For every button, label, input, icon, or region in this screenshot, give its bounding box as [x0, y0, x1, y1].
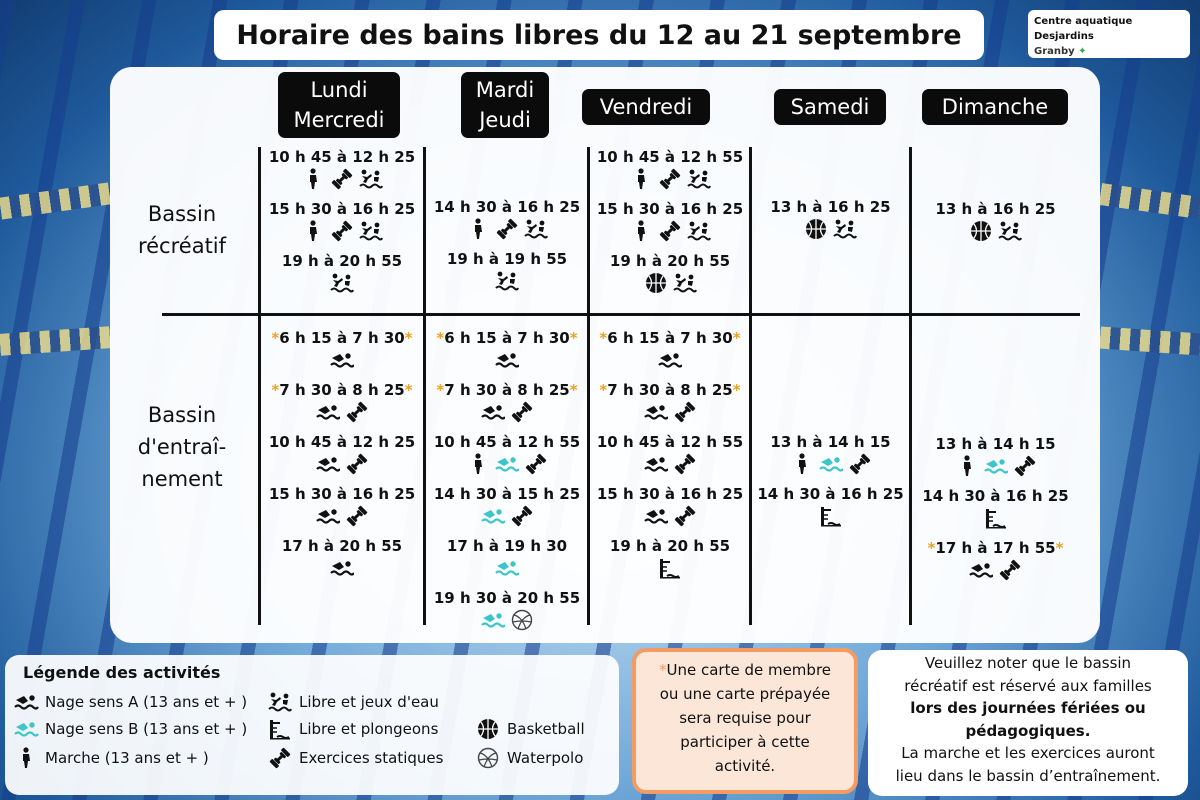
- swim-a-icon: [330, 349, 354, 371]
- info-bold-line: pédagogiques.: [965, 721, 1091, 740]
- activity-icons: [316, 503, 369, 528]
- activity-icons: [316, 399, 369, 424]
- activity-icons: [790, 451, 872, 476]
- dumbbell-icon: [267, 747, 293, 769]
- legend-box: [5, 655, 619, 795]
- lane-rope-left-2: [0, 326, 111, 356]
- time-slot: [447, 537, 567, 580]
- dumbbell-icon: [330, 168, 354, 190]
- time-slot: [935, 200, 1055, 243]
- dumbbell-icon: [510, 401, 534, 423]
- membership-star: *: [436, 381, 445, 399]
- activity-icons: [330, 270, 354, 295]
- time-slot: [597, 200, 743, 243]
- swim-b-icon: [819, 453, 843, 475]
- lane-rope-right: [1099, 183, 1200, 219]
- row-label-line: Bassin: [147, 403, 217, 427]
- cell-recreatif-lundi-mercredi: [262, 148, 422, 304]
- dumbbell-icon: [673, 505, 697, 527]
- time-slot: [282, 252, 402, 295]
- time-text: 6 h 15 à 7 h 30: [607, 329, 733, 347]
- row-label-line: récréatif: [137, 234, 227, 258]
- day-header-line: Mercredi: [293, 108, 385, 132]
- time-slot-time: 13 h à 16 h 25: [770, 198, 891, 216]
- time-slot: [610, 537, 730, 580]
- day-header-samedi: [774, 89, 886, 125]
- dumbbell-icon: [848, 453, 872, 475]
- waterpolo-icon: [475, 747, 501, 769]
- activity-icons: [495, 347, 519, 372]
- dumbbell-icon: [510, 505, 534, 527]
- activity-icons: [466, 216, 548, 241]
- activity-icons: [644, 399, 697, 424]
- activity-icons: [316, 451, 369, 476]
- dumbbell-icon: [673, 453, 697, 475]
- info-line: lieu dans le bassin d’entraînement.: [895, 766, 1161, 785]
- legend-item: [13, 747, 209, 769]
- dumbbell-icon: [345, 401, 369, 423]
- time-text: 6 h 15 à 7 h 30: [444, 329, 570, 347]
- legend-label: Exercices statiques: [299, 749, 444, 767]
- splash-icon: [495, 270, 519, 292]
- legend-label: Basketball: [507, 720, 585, 738]
- activity-icons: [330, 555, 354, 580]
- lane-rope-right-2: [1099, 327, 1200, 356]
- cell-recreatif-mardi-jeudi: [427, 198, 587, 302]
- walk-icon: [466, 453, 490, 475]
- time-slot-time: 14 h 30 à 16 h 25: [433, 198, 581, 216]
- time-slot: [434, 589, 580, 632]
- activity-icons: [804, 216, 857, 241]
- dumbbell-icon: [658, 168, 682, 190]
- time-slot: [597, 485, 743, 528]
- day-header-mardi-jeudi: [461, 72, 549, 138]
- membership-star: *: [599, 329, 608, 347]
- basketball-icon: [475, 718, 501, 740]
- time-slot-time: 17 h à 20 h 55: [281, 537, 403, 555]
- time-slot: [434, 485, 580, 528]
- swim-a-icon: [658, 349, 682, 371]
- activity-icons: [330, 347, 354, 372]
- page-title: Horaire des bains libres du 12 au 21 septembre: [214, 10, 984, 60]
- dumbbell-icon: [658, 220, 682, 242]
- time-slot-time: 19 h à 20 h 55: [609, 537, 731, 555]
- time-slot-time: 15 h 30 à 16 h 25: [596, 485, 744, 503]
- row-label-entrainement: [120, 399, 244, 495]
- dive-icon: [984, 507, 1008, 529]
- legend-item: [267, 718, 438, 740]
- membership-star: *: [436, 329, 445, 347]
- membership-star: *: [404, 329, 413, 347]
- dive-icon: [658, 557, 682, 579]
- note-star: *: [658, 661, 667, 679]
- time-slot: [770, 433, 890, 476]
- grid-divider: [258, 147, 261, 625]
- time-slot-time: 13 h à 16 h 25: [935, 200, 1056, 218]
- legend-label: Nage sens A (13 ans et + ): [45, 693, 248, 711]
- time-slot: [770, 198, 890, 241]
- time-slot: [271, 329, 412, 372]
- time-slot-time: 10 h 45 à 12 h 25: [268, 433, 416, 451]
- swim-a-icon: [644, 401, 668, 423]
- cell-entrainement-dimanche: [913, 435, 1078, 591]
- legend-item: [267, 691, 439, 713]
- swim-b-icon: [481, 505, 505, 527]
- time-slot: [436, 381, 577, 424]
- walk-icon: [301, 220, 325, 242]
- walk-icon: [629, 168, 653, 190]
- time-slot-time: 14 h 30 à 16 h 25: [757, 485, 904, 503]
- activity-icons: [481, 503, 534, 528]
- time-text: 17 h à 17 h 55: [935, 539, 1056, 557]
- time-text: 7 h 30 à 8 h 25: [444, 381, 570, 399]
- splash-icon: [673, 272, 697, 294]
- activity-icons: [984, 505, 1008, 530]
- membership-star: *: [599, 381, 608, 399]
- time-slot-time: [436, 329, 577, 347]
- time-slot-time: 19 h à 20 h 55: [281, 252, 403, 270]
- basketball-icon: [804, 218, 828, 240]
- time-text: 6 h 15 à 7 h 30: [279, 329, 405, 347]
- activity-icons: [955, 453, 1037, 478]
- row-label-line: Bassin: [147, 202, 217, 226]
- dumbbell-icon: [524, 453, 548, 475]
- activity-icons: [466, 451, 548, 476]
- activity-icons: [644, 503, 697, 528]
- activity-icons: [658, 347, 682, 372]
- time-slot: [269, 200, 415, 243]
- legend-item: [13, 718, 247, 740]
- swim-b-icon: [495, 453, 519, 475]
- logo-city: Granby: [1034, 46, 1075, 57]
- day-header-line: Mardi: [475, 78, 535, 102]
- activity-icons: [481, 607, 534, 632]
- note-line: sera requise pour: [679, 709, 811, 727]
- day-header-lundi-mercredi: [278, 72, 400, 138]
- dumbbell-icon: [330, 220, 354, 242]
- info-line: La marche et les exercices auront: [901, 744, 1155, 762]
- activity-icons: [969, 557, 1022, 582]
- time-slot-time: [271, 381, 412, 399]
- splash-icon: [359, 220, 383, 242]
- time-slot-time: 19 h à 19 h 55: [446, 250, 568, 268]
- legend-item: [13, 691, 247, 713]
- day-header-line: Lundi: [310, 78, 368, 102]
- time-slot-time: 14 h 30 à 15 h 25: [433, 485, 581, 503]
- time-slot: [269, 148, 415, 191]
- swim-a-icon: [495, 349, 519, 371]
- day-header-line: Vendredi: [599, 95, 693, 119]
- membership-star: *: [927, 539, 936, 557]
- grid-divider: [587, 147, 590, 625]
- swim-a-icon: [316, 401, 340, 423]
- time-slot-time: 15 h 30 à 16 h 25: [268, 485, 416, 503]
- logo: [1028, 10, 1190, 58]
- cell-entrainement-lundi-mercredi: [262, 329, 422, 589]
- time-slot-time: 19 h à 20 h 55: [609, 252, 731, 270]
- time-slot: [434, 433, 580, 476]
- swim-a-icon: [316, 505, 340, 527]
- activity-icons: [629, 166, 711, 191]
- activity-icons: [495, 555, 519, 580]
- time-slot: [597, 433, 743, 476]
- time-slot: [928, 539, 1064, 582]
- walk-icon: [466, 218, 490, 240]
- time-slot: [935, 435, 1055, 478]
- cell-entrainement-vendredi: [591, 329, 749, 589]
- splash-icon: [267, 691, 293, 713]
- time-slot-time: 19 h 30 à 20 h 55: [433, 589, 581, 607]
- swim-a-icon: [644, 505, 668, 527]
- logo-name: Centre aquatique Desjardins: [1034, 16, 1133, 42]
- activity-icons: [644, 270, 697, 295]
- time-text: 7 h 30 à 8 h 25: [607, 381, 733, 399]
- time-slot-time: 10 h 45 à 12 h 55: [596, 148, 744, 166]
- time-slot-time: 10 h 45 à 12 h 55: [596, 433, 744, 451]
- time-slot-time: 15 h 30 à 16 h 25: [596, 200, 744, 218]
- time-slot-time: 15 h 30 à 16 h 25: [268, 200, 416, 218]
- legend-label: Libre et jeux d'eau: [299, 693, 439, 711]
- basketball-icon: [969, 220, 993, 242]
- time-slot: [447, 250, 567, 293]
- activity-icons: [644, 451, 697, 476]
- note-line: ou une carte prépayée: [659, 685, 831, 703]
- dumbbell-icon: [345, 453, 369, 475]
- cell-recreatif-vendredi: [591, 148, 749, 304]
- swim-a-icon: [330, 557, 354, 579]
- note-line: activité.: [714, 757, 776, 775]
- time-slot-time: 10 h 45 à 12 h 25: [268, 148, 416, 166]
- swim-a-icon: [481, 401, 505, 423]
- dive-icon: [819, 505, 843, 527]
- cell-entrainement-mardi-jeudi: [427, 329, 587, 641]
- time-slot-time: 14 h 30 à 16 h 25: [922, 487, 1069, 505]
- walk-icon: [629, 220, 653, 242]
- time-slot-time: 13 h à 14 h 15: [770, 433, 891, 451]
- time-slot-time: 17 h à 19 h 30: [446, 537, 568, 555]
- legend-label: Waterpolo: [507, 749, 584, 767]
- swim-b-icon: [984, 455, 1008, 477]
- dumbbell-icon: [1013, 455, 1037, 477]
- day-header-dimanche: [922, 89, 1068, 125]
- time-slot-time: [436, 381, 577, 399]
- time-slot: [434, 198, 580, 241]
- dumbbell-icon: [998, 559, 1022, 581]
- walk-icon: [955, 455, 979, 477]
- membership-star: *: [271, 329, 280, 347]
- time-slot: [436, 329, 577, 372]
- time-slot: [282, 537, 402, 580]
- swim-b-icon: [481, 609, 505, 631]
- membership-star: *: [569, 329, 578, 347]
- time-slot: [597, 148, 743, 191]
- activity-icons: [495, 268, 519, 293]
- membership-star: *: [732, 381, 741, 399]
- activity-icons: [629, 218, 711, 243]
- splash-icon: [524, 218, 548, 240]
- time-slot: [922, 487, 1068, 530]
- legend-title: Légende des activités: [23, 663, 221, 682]
- row-label-line: nement: [141, 467, 223, 491]
- dumbbell-icon: [345, 505, 369, 527]
- time-slot: [599, 381, 740, 424]
- dumbbell-icon: [495, 218, 519, 240]
- time-slot: [269, 433, 415, 476]
- time-slot-time: [928, 539, 1064, 557]
- time-slot: [610, 252, 730, 295]
- time-slot: [269, 485, 415, 528]
- basketball-icon: [644, 272, 668, 294]
- legend-label: Marche (13 ans et + ): [45, 749, 209, 767]
- info-line: Veuillez noter que le bassin: [924, 654, 1132, 672]
- time-slot: [757, 485, 903, 528]
- waterpolo-icon: [510, 609, 534, 631]
- day-header-line: Jeudi: [479, 108, 531, 132]
- activity-icons: [481, 399, 534, 424]
- swim-b-icon: [495, 557, 519, 579]
- time-slot: [599, 329, 740, 372]
- family-info-note: [868, 650, 1188, 796]
- swim-a-icon: [13, 691, 39, 713]
- row-label-recreatif: [120, 198, 244, 262]
- activity-icons: [969, 218, 1022, 243]
- swim-b-icon: [13, 718, 39, 740]
- info-line: récréatif est réservé aux familles: [904, 676, 1152, 695]
- time-text: 7 h 30 à 8 h 25: [279, 381, 405, 399]
- dive-icon: [267, 718, 293, 740]
- membership-star: *: [1055, 539, 1064, 557]
- dumbbell-icon: [673, 401, 697, 423]
- membership-note: [632, 648, 858, 794]
- splash-icon: [359, 168, 383, 190]
- splash-icon: [998, 220, 1022, 242]
- membership-star: *: [404, 381, 413, 399]
- walk-icon: [790, 453, 814, 475]
- legend-label: Nage sens B (13 ans et + ): [45, 720, 248, 738]
- grid-divider: [909, 147, 912, 625]
- note-line: Une carte de membre: [666, 661, 832, 679]
- splash-icon: [687, 168, 711, 190]
- membership-star: *: [271, 381, 280, 399]
- note-line: participer à cette: [680, 733, 810, 751]
- time-slot-time: [271, 329, 412, 347]
- walk-icon: [13, 747, 39, 769]
- info-bold-line: lors des journées fériées ou: [910, 699, 1146, 717]
- legend-item: [267, 747, 443, 769]
- membership-star: *: [732, 329, 741, 347]
- time-slot-time: [599, 329, 740, 347]
- day-header-vendredi: [582, 89, 710, 125]
- swim-a-icon: [316, 453, 340, 475]
- cell-recreatif-samedi: [752, 198, 909, 250]
- time-slot-time: 10 h 45 à 12 h 55: [433, 433, 581, 451]
- leaf-icon: ✦: [1078, 46, 1087, 57]
- grid-divider: [423, 147, 426, 625]
- grid-divider: [162, 313, 1080, 316]
- legend-label: Libre et plongeons: [299, 720, 439, 738]
- legend-item: [475, 747, 583, 769]
- cell-recreatif-dimanche: [913, 200, 1078, 252]
- membership-star: *: [569, 381, 578, 399]
- day-header-line: Dimanche: [941, 95, 1049, 119]
- time-slot-time: 13 h à 14 h 15: [935, 435, 1056, 453]
- lane-rope-left: [0, 182, 111, 219]
- swim-a-icon: [969, 559, 993, 581]
- cell-entrainement-samedi: [752, 433, 909, 537]
- splash-icon: [833, 218, 857, 240]
- legend-item: [475, 718, 585, 740]
- time-slot-time: [599, 381, 740, 399]
- activity-icons: [301, 166, 383, 191]
- day-header-line: Samedi: [790, 95, 870, 119]
- row-label-line: d'entraî-: [137, 435, 227, 459]
- activity-icons: [301, 218, 383, 243]
- swim-a-icon: [644, 453, 668, 475]
- activity-icons: [658, 555, 682, 580]
- splash-icon: [687, 220, 711, 242]
- walk-icon: [301, 168, 325, 190]
- activity-icons: [819, 503, 843, 528]
- splash-icon: [330, 272, 354, 294]
- time-slot: [271, 381, 412, 424]
